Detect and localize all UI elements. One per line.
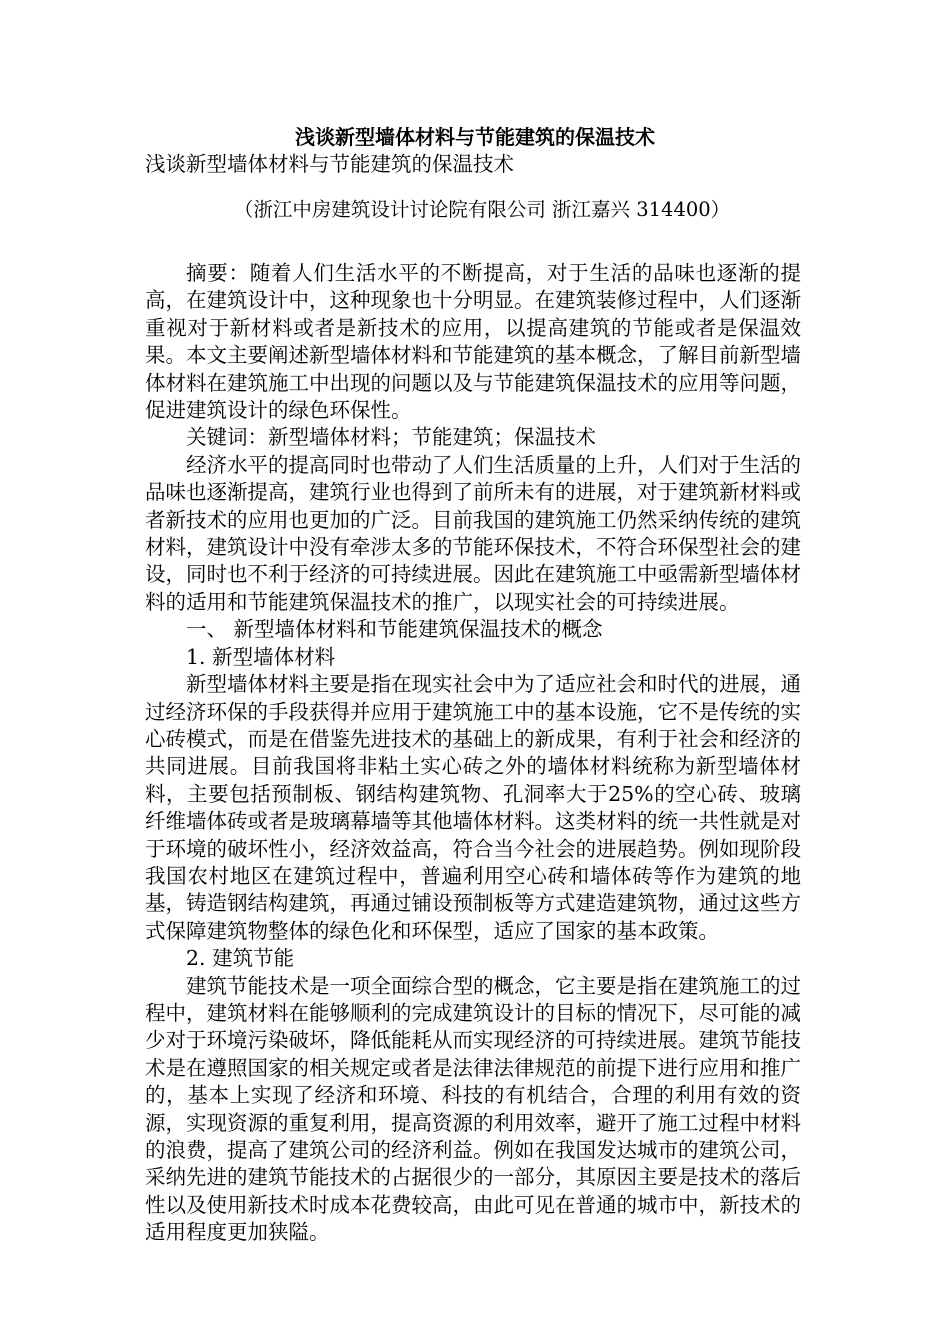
subsection-heading-1: 1. 新型墙体材料 [186, 644, 336, 669]
abstract-paragraph: 摘要：随着人们生活水平的不断提高，对于生活的品味也逐渐的提高，在建筑设计中，这种现象也十分明显。在建筑装修过程中，人们逐渐重视对于新材料或者是新技术的应用，以提高建筑的节能或者是保温效果。本文主要阐述新型墙体材料和节能建筑的基本概念，了解目前新型墙体材料在建筑施工中出现的问题以及与节能建筑保温技术的应用等问题，促进建筑设计的绿色环保性。 [145, 261, 801, 423]
author-affiliation: （浙江中房建筑设计讨论院有限公司 浙江嘉兴 314400） [233, 198, 731, 221]
document-body [145, 260, 801, 1247]
section-heading-1: 一、 新型墙体材料和节能建筑保温技术的概念 [186, 617, 603, 642]
document-subtitle: 浅谈新型墙体材料与节能建筑的保温技术 [145, 152, 514, 176]
keywords-paragraph: 关键词：新型墙体材料；节能建筑；保温技术 [186, 425, 596, 450]
body-paragraph: 建筑节能技术是一项全面综合型的概念，它主要是指在建筑施工的过程中，建筑材料在能够顺利的完成建筑设计的目标的情况下，尽可能的减少对于环境污染破坏，降低能耗从而实现经济的可持续进展。建筑节能技术是在遵照国家的相关规定或者是法律法律规范的前提下进行应用和推广的，基本上实现了经济和环境、科技的有机结合，合理的利用有效的资源，实现资源的重复利用，提高资源的利用效率，避开了施工过程中材料的浪费，提高了建筑公司的经济利益。例如在我国发达城市的建筑公司，采纳先进的建筑节能技术的占据很少的一部分，其原因主要是技术的落后性以及使用新技术时成本花费较高，由此可见在普通的城市中，新技术的适用程度更加狭隘。 [145, 973, 801, 1245]
document-page [145, 124, 801, 1247]
intro-paragraph: 经济水平的提高同时也带动了人们生活质量的上升，人们对于生活的品味也逐渐提高，建筑行业也得到了前所未有的进展，对于建筑新材料或者新技术的应用也更加的广泛。目前我国的建筑施工仍然采纳传统的建筑材料，建筑设计中没有牵涉太多的节能环保技术，不符合环保型社会的建设，同时也不利于经济的可持续进展。因此在建筑施工中亟需新型墙体材料的适用和节能建筑保温技术的推广，以现实社会的可持续进展。 [145, 452, 801, 614]
subsection-heading-2: 2. 建筑节能 [186, 946, 295, 971]
body-paragraph: 新型墙体材料主要是指在现实社会中为了适应社会和时代的进展，通过经济环保的手段获得并应用于建筑施工中的基本设施，它不是传统的实心砖模式，而是在借鉴先进技术的基础上的新成果，有利于社会和经济的共同进展。目前我国将非粘土实心砖之外的墙体材料统称为新型墙体材料，主要包括预制板、钢结构建筑物、孔洞率大于25%的空心砖、玻璃纤维墙体砖或者是玻璃幕墙等其他墙体材料。这类材料的统一共性就是对于环境的破坏性小，经济效益高，符合当今社会的进展趋势。例如现阶段我国农村地区在建筑过程中，普遍利用空心砖和墙体砖等作为建筑的地基，铸造钢结构建筑，再通过铺设预制板等方式建造建筑物，通过这些方式保障建筑物整体的绿色化和环保型，适应了国家的基本政策。 [145, 672, 801, 943]
document-title: 浅谈新型墙体材料与节能建筑的保温技术 [295, 125, 655, 149]
